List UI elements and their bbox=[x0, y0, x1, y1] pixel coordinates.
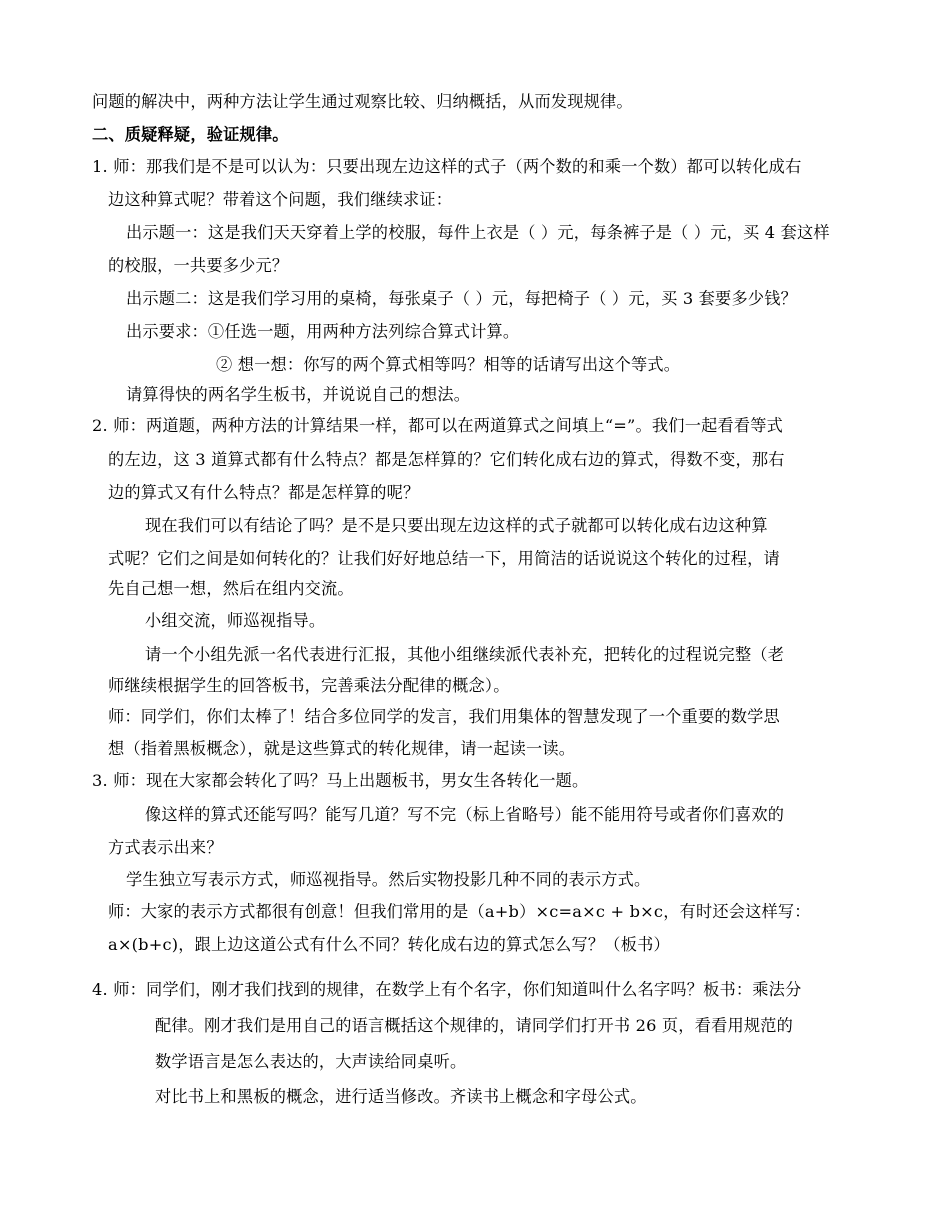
item1-line1: 1. 师：那我们是不是可以认为：只要出现左边这样的式子（两个数的和乘一个数）都可以转化成右 bbox=[92, 157, 802, 176]
item4-line3: 数学语言是怎么表达的，大声读给同桌听。 bbox=[155, 1052, 467, 1071]
item2-line2: 的左边，这 3 道算式都有什么特点？都是怎样算的？它们转化成右边的算式，得数不变，那右 bbox=[108, 450, 785, 469]
item1-question1-line1: 出示题一：这是我们天天穿着上学的校服，每件上衣是（ ）元，每条裤子是（ ）元，买 4 套这样 bbox=[126, 223, 830, 242]
item2-line1: 2. 师：两道题，两种方法的计算结果一样，都可以在两道算式之间填上“=”。我们一起看看等式 bbox=[92, 416, 784, 435]
section-heading: 二、质疑释疑，验证规律。 bbox=[92, 125, 289, 144]
item3-para4-line1: 师：大家的表示方式都很有创意！但我们常用的是（a+b）×c=a×c + b×c，有时还会这样写： bbox=[108, 902, 811, 921]
item1-board-note: 请算得快的两名学生板书，并说说自己的想法。 bbox=[126, 385, 471, 404]
item1-requirement1: 出示要求：①任选一题，用两种方法列综合算式计算。 bbox=[126, 322, 520, 341]
item3-para4-line2: a×(b+c)，跟上边这道公式有什么不同？转化成右边的算式怎么写？（板书） bbox=[108, 935, 670, 954]
item2-para2-line1: 现在我们可以有结论了吗？是不是只要出现左边这样的式子就都可以转化成右边这种算 bbox=[145, 516, 768, 535]
item2-para4-line2: 师继续根据学生的回答板书，完善乘法分配律的概念）。 bbox=[108, 676, 510, 695]
item2-line3: 边的算式又有什么特点？都是怎样算的呢？ bbox=[108, 483, 420, 502]
item2-para5-line2: 想（指着黑板概念），就是这些算式的转化规律，请一起读一读。 bbox=[108, 739, 576, 758]
item1-line2: 边这种算式呢？带着这个问题，我们继续求证： bbox=[108, 190, 453, 209]
intro-line: 问题的解决中，两种方法让学生通过观察比较、归纳概括，从而发现规律。 bbox=[92, 92, 633, 111]
item3-para3: 学生独立写表示方式，师巡视指导。然后实物投影几种不同的表示方式。 bbox=[126, 870, 651, 889]
item2-para4-line1: 请一个小组先派一名代表进行汇报，其他小组继续派代表补充，把转化的过程说完整（老 bbox=[145, 645, 785, 664]
item1-question2: 出示题二：这是我们学习用的桌椅，每张桌子（ ）元，每把椅子（ ）元，买 3 套要多少钱？ bbox=[126, 289, 797, 308]
item4-line1: 4. 师：同学们，刚才我们找到的规律，在数学上有个名字，你们知道叫什么名字吗？板书：乘法分 bbox=[92, 980, 802, 999]
item3-para2-line1: 像这样的算式还能写吗？能写几道？写不完（标上省略号）能不能用符号或者你们喜欢的 bbox=[145, 805, 785, 824]
item4-para2: 对比书上和黑板的概念，进行适当修改。齐读书上概念和字母公式。 bbox=[155, 1087, 647, 1106]
item3-para2-line2: 方式表示出来？ bbox=[108, 838, 223, 857]
item1-requirement2: ② 想一想：你写的两个算式相等吗？相等的话请写出这个等式。 bbox=[216, 355, 681, 374]
item2-para2-line3: 先自己想一想，然后在组内交流。 bbox=[108, 579, 354, 598]
item2-para3: 小组交流，师巡视指导。 bbox=[145, 611, 326, 630]
item4-line2: 配律。刚才我们是用自己的语言概括这个规律的，请同学们打开书 26 页，看看用规范的 bbox=[155, 1016, 794, 1035]
item2-para5-line1: 师：同学们，你们太棒了！结合多位同学的发言，我们用集体的智慧发现了一个重要的数学思 bbox=[108, 707, 780, 726]
item3-line1: 3. 师：现在大家都会转化了吗？马上出题板书，男女生各转化一题。 bbox=[92, 771, 589, 790]
item2-para2-line2: 式呢？它们之间是如何转化的？让我们好好地总结一下，用简洁的话说说这个转化的过程，请 bbox=[108, 549, 780, 568]
item1-question1-line2: 的校服，一共要多少元？ bbox=[108, 256, 289, 275]
